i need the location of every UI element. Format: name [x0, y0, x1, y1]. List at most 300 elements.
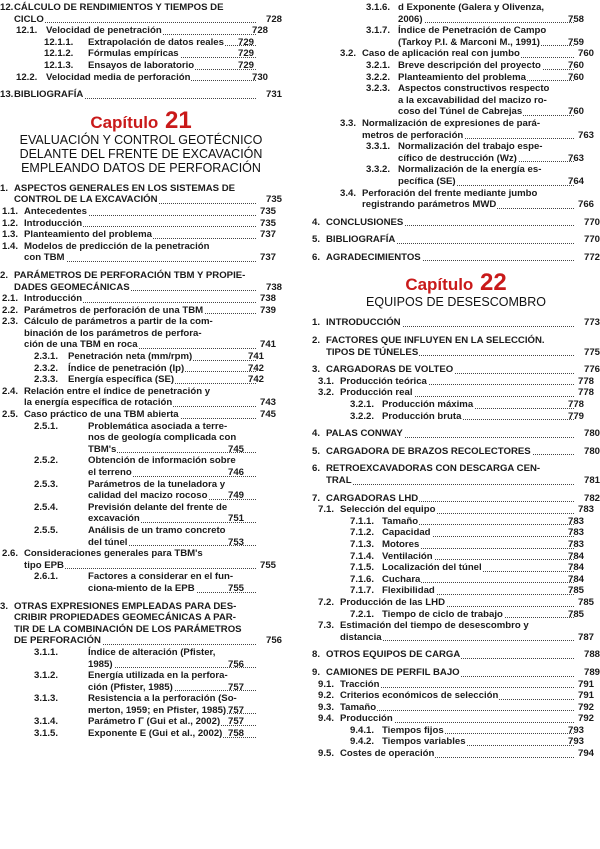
toc-page-number: 784 [598, 574, 600, 586]
toc-entry-title: Planteamiento del problema [398, 71, 526, 83]
toc-entry-title: Consideraciones generales para TBM's [24, 548, 203, 560]
toc-entry-number: 7.1.3. [350, 538, 375, 550]
toc-page-number: 742 [280, 374, 282, 386]
toc-entry-title: Selección del equipo [340, 504, 436, 516]
toc-page-number: 780 [583, 428, 600, 440]
toc-entry-title: Producción teórica [340, 375, 427, 387]
toc-entry[interactable] [312, 516, 600, 528]
chapter-title [0, 133, 282, 175]
toc-entry-title: Tiempos fijos [382, 724, 444, 736]
toc-entry-number: 2. [0, 269, 9, 281]
toc-entry[interactable] [312, 493, 600, 505]
toc-entry-number: 3.2.2. [366, 71, 391, 83]
toc-entry-number: 5. [312, 234, 321, 246]
toc-page-number: 779 [598, 411, 600, 423]
toc-entry-title: Previsión delante del frente de [88, 501, 228, 513]
toc-page-number: 749 [280, 490, 282, 502]
toc-entry[interactable] [0, 670, 282, 693]
chapter-title-line: DELANTE DEL FRENTE DE EXCAVACIÓN [19, 146, 263, 161]
toc-entry-title-end: 1985) [88, 658, 113, 670]
toc-entry[interactable] [312, 141, 600, 164]
toc-page-number: 745 [280, 444, 282, 456]
chapter-label: Capítulo [405, 275, 474, 295]
toc-entry[interactable] [312, 335, 600, 358]
toc-entry-number: 6. [312, 251, 321, 263]
toc-entry-number: 2.3.1. [34, 351, 59, 363]
toc-entry-title: Normalización del trabajo espe- [398, 141, 543, 153]
toc-page-number: 785 [598, 609, 600, 621]
toc-page-number: 757 [280, 682, 282, 694]
chapter-title-line: EVALUACIÓN Y CONTROL GEOTÉCNICO [19, 132, 263, 147]
toc-page-number: 755 [280, 583, 282, 595]
toc-entry-title-end: (Tarkoy P.I. & Marconi M., 1991) [398, 36, 540, 48]
toc-entry-number: 2.5.4. [34, 501, 59, 513]
toc-page-number: 787 [598, 632, 600, 644]
toc-page-number: 764 [598, 176, 600, 188]
toc-entry[interactable] [312, 48, 600, 60]
toc-entry-number: 3.1.5. [34, 728, 59, 740]
toc-entry-title: Motores [382, 538, 420, 550]
toc-entry-number: 1. [0, 182, 9, 194]
toc-entry-number: 3.2.2. [350, 410, 375, 422]
toc-entry-title-end: CICLO [14, 13, 44, 25]
dot-leader [398, 22, 574, 23]
toc-entry[interactable] [312, 585, 600, 597]
toc-entry[interactable] [0, 728, 282, 740]
toc-entry-title: Localización del túnel [382, 562, 482, 574]
toc-page-number: 746 [280, 467, 282, 479]
toc-entry-number: 7.1.1. [350, 515, 375, 527]
toc-entry-title: Índice de penetración (Ip) [68, 362, 185, 374]
toc-entry-number: 9.2. [318, 690, 335, 702]
toc-entry-number: 6. [312, 463, 321, 475]
toc-page-number: 756 [265, 635, 282, 647]
toc-entry[interactable] [312, 504, 600, 516]
toc-entry[interactable] [312, 118, 600, 141]
toc-page-number: 755 [280, 560, 282, 572]
toc-entry[interactable] [0, 386, 282, 409]
toc-entry-number: 3.1. [318, 375, 335, 387]
toc-entry[interactable] [0, 60, 282, 72]
toc-entry-title: CARGADORA DE BRAZOS RECOLECTORES [326, 445, 531, 457]
toc-page-number: 785 [598, 585, 600, 597]
toc-page-number: 778 [598, 399, 600, 411]
toc-page-number: 791 [598, 690, 600, 702]
toc-entry-number: 12.1.1. [44, 36, 74, 48]
toc-page-number: 780 [583, 445, 600, 457]
toc-entry-title-end: calidad del macizo rocoso [88, 490, 208, 502]
toc-page-number: 745 [280, 409, 282, 421]
toc-entry-number: 13. [0, 89, 14, 101]
toc-entry[interactable] [0, 647, 282, 670]
toc-entry[interactable] [312, 736, 600, 748]
toc-entry-title: Perforación del frente mediante jumbo [362, 187, 538, 199]
toc-entry-title: Criterios económicos de selección [340, 690, 499, 702]
toc-entry[interactable] [312, 376, 600, 388]
toc-entry[interactable] [0, 48, 282, 60]
toc-entry[interactable] [312, 620, 600, 643]
toc-entry-number: 12.1. [16, 25, 38, 37]
toc-entry[interactable] [312, 725, 600, 737]
toc-entry-title-end: el terreno [88, 467, 132, 478]
toc-page-number: 773 [583, 317, 600, 329]
toc-entry[interactable] [0, 374, 282, 386]
toc-entry[interactable] [0, 601, 282, 647]
toc-entry-title: Producción real [340, 387, 413, 399]
toc-entry[interactable] [312, 60, 600, 72]
chapter-label: Capítulo [90, 112, 159, 132]
toc-entry-title: Exponente E (Gui et al., 2002) [88, 728, 223, 740]
toc-page-number: 763 [598, 153, 600, 165]
toc-entry[interactable] [312, 411, 600, 423]
toc-entry[interactable] [312, 527, 600, 539]
toc-entry-title-end: tipo EPB [24, 559, 64, 571]
toc-entry[interactable] [312, 713, 600, 725]
toc-entry-number: 12.2. [16, 71, 38, 83]
toc-entry[interactable] [0, 363, 282, 375]
toc-entry-number: 5. [312, 445, 321, 457]
toc-entry[interactable] [0, 571, 282, 594]
toc-entry-number: 3.1.7. [366, 25, 391, 37]
toc-entry-number: 2. [312, 335, 321, 347]
toc-entry-number: 1.2. [2, 217, 19, 229]
toc-page-number: 783 [598, 539, 600, 551]
toc-page-number: 776 [583, 364, 600, 376]
toc-entry-number: 3. [312, 364, 321, 376]
toc-entry-number: 9.4. [318, 713, 335, 725]
toc-entry[interactable] [0, 89, 282, 101]
toc-entry-title-end: CONTROL DE LA EXCAVACIÓN [14, 194, 158, 206]
toc-entry-number: 9.4.1. [350, 724, 375, 736]
toc-entry[interactable] [0, 270, 282, 293]
toc-entry-number: 3.1.1. [34, 646, 59, 658]
toc-entry-title: CARGADORAS LHD [326, 492, 419, 504]
toc-entry-number: 9.4.2. [350, 736, 375, 748]
toc-entry-title-end: registrando parámetros MWD [362, 199, 497, 211]
toc-entry-title: Índice de alteración (Pfister, [88, 646, 216, 658]
toc-page-number: 757 [280, 716, 282, 728]
toc-entry[interactable] [312, 164, 600, 187]
toc-entry-number: 2.3. [2, 316, 19, 328]
toc-page-number: 742 [280, 363, 282, 375]
toc-entry-title-end: cífico de destrucción (Wz) [398, 152, 517, 164]
toc-page-number: 778 [598, 376, 600, 388]
toc-entry-title: FACTORES QUE INFLUYEN EN LA SELECCIÓN. [326, 335, 545, 347]
toc-entry-title-end: metros de perforación [362, 129, 464, 141]
toc-entry-number: 1.3. [2, 229, 19, 241]
toc-entry-number: 3.2. [318, 387, 335, 399]
toc-page-number: 729 [280, 60, 282, 72]
toc-entry-title: INTRODUCCIÓN [326, 317, 401, 329]
toc-entry-title: BIBLIOGRAFÍA [326, 234, 396, 246]
toc-entry-number: 7.1.4. [350, 550, 375, 562]
toc-entry-title: ASPECTOS GENERALES EN LOS SISTEMAS DE [14, 182, 236, 194]
toc-entry-number: 2.5. [2, 409, 19, 421]
toc-entry[interactable] [312, 597, 600, 609]
toc-entry[interactable] [312, 463, 600, 486]
toc-entry[interactable] [0, 305, 282, 317]
toc-entry-number: 2.2. [2, 304, 19, 316]
toc-page-number: 766 [598, 199, 600, 211]
toc-entry-number: 7.1. [318, 504, 335, 516]
toc-entry-title: Problemática asociada a terre- [88, 420, 228, 432]
toc-entry[interactable] [312, 428, 600, 440]
toc-entry-title-end: pecífica (SE) [398, 175, 456, 187]
toc-entry[interactable] [0, 525, 282, 548]
toc-entry-title: Tracción [340, 678, 380, 690]
toc-entry[interactable] [312, 748, 600, 760]
toc-page-number: 757 [280, 705, 282, 717]
toc-entry-number: 1.4. [2, 240, 19, 252]
toc-page-number: 751 [280, 513, 282, 525]
toc-page-number: 737 [280, 252, 282, 264]
toc-entry[interactable] [312, 387, 600, 399]
toc-entry-number: 2.5.2. [34, 455, 59, 467]
toc-entry[interactable] [312, 2, 600, 25]
toc-page-number: 784 [598, 562, 600, 574]
toc-entry-title: Producción de las LHD [340, 596, 446, 608]
toc-entry-title: Estimación del tiempo de desescombro y [340, 620, 529, 632]
toc-entry-title: Planteamiento del problema [24, 229, 152, 241]
toc-entry-number: 2.5.5. [34, 524, 59, 536]
toc-entry-number: 3.1.4. [34, 716, 59, 728]
toc-page-number: 778 [598, 387, 600, 399]
toc-entry-title: d Exponente (Galera y Olivenza, [398, 2, 545, 13]
toc-entry[interactable] [0, 502, 282, 525]
toc-entry-title: Tiempo de ciclo de trabajo [382, 608, 503, 620]
toc-entry[interactable] [312, 234, 600, 246]
toc-entry-title: PARÁMETROS DE PERFORACIÓN TBM Y PROPIE- [14, 269, 246, 281]
toc-page-number: 783 [598, 527, 600, 539]
toc-entry-title: Factores a considerar en el fun- [88, 571, 234, 583]
toc-entry[interactable] [312, 83, 600, 118]
toc-entry[interactable] [312, 399, 600, 411]
toc-entry[interactable] [0, 716, 282, 728]
toc-entry-title: Introducción [24, 293, 83, 305]
toc-entry-number: 2.4. [2, 385, 19, 397]
toc-entry[interactable] [312, 679, 600, 691]
toc-entry-number: 3. [0, 600, 9, 612]
toc-entry-number: 2.1. [2, 293, 19, 305]
toc-entry-title: Tamaño [340, 701, 377, 713]
toc-entry-title: Penetración neta (mm/rpm) [68, 351, 193, 363]
toc-entry-title-end: coso del Túnel de Cabrejas [398, 106, 523, 118]
toc-page-number: 735 [265, 194, 282, 206]
toc-entry-title: BIBLIOGRAFÍA [14, 89, 84, 101]
toc-entry-title: Normalización de la energía es- [398, 164, 542, 176]
toc-entry-number: 3.2. [340, 48, 357, 60]
toc-entry-title: Extrapolación de datos reales [88, 36, 224, 48]
toc-entry[interactable] [312, 364, 600, 376]
toc-entry-title: AGRADECIMIENTOS [326, 251, 421, 263]
toc-page-number: 770 [583, 216, 600, 228]
toc-page-number: 758 [598, 14, 600, 26]
toc-entry[interactable] [312, 702, 600, 714]
chapter-title [312, 295, 600, 309]
toc-entry-title: Parámetros de perforación de una TBM [24, 304, 204, 316]
toc-entry[interactable] [0, 316, 282, 351]
toc-page-number: 793 [598, 736, 600, 748]
chapter-number: 21 [158, 106, 192, 134]
toc-entry-number: 9. [312, 666, 321, 678]
toc-page-number: 763 [598, 130, 600, 142]
toc-page-number: 783 [598, 504, 600, 516]
toc-entry-title: Energía específica (SE) [68, 374, 175, 386]
toc-entry-title: Resistencia a la perforación (So- [88, 693, 237, 705]
toc-page-number: 739 [280, 305, 282, 317]
chapter-title-line: EMPLEANDO DATOS DE PERFORACIÓN [21, 160, 261, 175]
toc-entry[interactable] [0, 421, 282, 456]
toc-page-number: 729 [280, 48, 282, 60]
toc-entry-title: Producción [340, 713, 393, 725]
toc-entry-title: Índice de Penetración de Campo [398, 25, 547, 37]
toc-column-right [312, 2, 600, 760]
toc-page-number: 738 [265, 281, 282, 293]
toc-entry-title: CAMIONES DE PERFIL BAJO [326, 666, 460, 678]
toc-entry-title: Tamaño [382, 515, 419, 527]
toc-entry[interactable] [0, 479, 282, 502]
toc-entry[interactable] [312, 446, 600, 458]
toc-entry[interactable] [0, 455, 282, 478]
toc-entry-title: Capacidad [382, 527, 431, 539]
toc-entry-number: 3.4. [340, 187, 357, 199]
toc-page-number: 728 [280, 25, 282, 37]
toc-entry-number: 9.5. [318, 748, 335, 760]
toc-entry-title-end: TIPOS DE TÚNELES [326, 346, 419, 358]
toc-entry-title: Análisis de un tramo concreto [88, 524, 226, 536]
toc-entry-title: Caso práctico de una TBM abierta [24, 409, 179, 421]
toc-page-number: 738 [280, 293, 282, 305]
toc-entry-title: OTRAS EXPRESIONES EMPLEADAS PARA DES- [14, 600, 237, 612]
toc-entry-title-end: merton, 1959; en Pfister, 1985) [88, 704, 227, 716]
toc-page-number: 731 [265, 89, 282, 101]
toc-entry-title: RETROEXCAVADORAS CON DESCARGA CEN- [326, 463, 541, 475]
toc-entry[interactable] [312, 72, 600, 84]
toc-entry-number: 3.3. [340, 117, 357, 129]
toc-entry[interactable] [0, 351, 282, 363]
toc-entry-number: 2.3.3. [34, 374, 59, 386]
toc-entry-title: Modelos de predicción de la penetración [24, 240, 210, 252]
chapter-title-line: EQUIPOS DE DESESCOMBRO [366, 295, 546, 310]
toc-entry[interactable] [0, 206, 282, 218]
toc-entry-title-end: TRAL [326, 475, 352, 486]
toc-entry-number: 3.3.1. [366, 141, 391, 153]
toc-entry[interactable] [312, 252, 600, 264]
toc-entry[interactable] [312, 25, 600, 48]
toc-entry-title-end: ciona-miento de la EPB [88, 582, 195, 594]
toc-entry-number: 4. [312, 216, 321, 228]
toc-page-number: 788 [583, 649, 600, 661]
toc-entry-title: Producción máxima [382, 399, 474, 411]
toc-page-number: 784 [598, 551, 600, 563]
toc-entry-title: TIR DE LA COMBINACIÓN DE LOS PARÁMETROS [14, 623, 242, 635]
toc-entry[interactable] [0, 548, 282, 571]
toc-entry[interactable] [0, 2, 282, 25]
toc-entry-title: Obtención de información sobre [88, 455, 236, 467]
toc-entry-title: Fórmulas empíricas [88, 48, 179, 60]
toc-entry[interactable] [0, 229, 282, 241]
toc-entry-title: Energía utilizada en la perfora- [88, 670, 228, 682]
toc-entry-title: PALAS CONWAY [326, 428, 403, 440]
toc-page-number: 743 [280, 397, 282, 409]
toc-entry-number: 12.1.2. [44, 48, 74, 60]
toc-entry-number: 7. [312, 492, 321, 504]
toc-entry-title: a la excavabilidad del macizo ro- [398, 94, 547, 106]
toc-entry[interactable] [0, 218, 282, 230]
toc-entry[interactable] [312, 551, 600, 563]
toc-entry[interactable] [0, 37, 282, 49]
toc-entry-number: 4. [312, 428, 321, 440]
toc-entry-number: 3.1.6. [366, 2, 391, 13]
toc-entry-number: 1.1. [2, 205, 19, 217]
toc-entry[interactable] [312, 188, 600, 211]
toc-entry-title: binación de los parámetros de perfora- [24, 327, 202, 339]
toc-entry-title: Ensayos de laboratorio [88, 59, 195, 71]
toc-entry-number: 8. [312, 649, 321, 661]
toc-entry-number: 1. [312, 317, 321, 329]
toc-entry-number: 7.1.5. [350, 562, 375, 574]
toc-entry[interactable] [0, 293, 282, 305]
toc-entry[interactable] [312, 539, 600, 551]
toc-entry-title: Cálculo de parámetros a partir de la com- [24, 316, 213, 328]
toc-entry-title-end: del túnel [88, 536, 128, 548]
toc-entry[interactable] [0, 693, 282, 716]
toc-entry-title: Parámetro Γ (Gui et al., 2002) [88, 716, 221, 728]
toc-entry[interactable] [312, 574, 600, 586]
toc-entry[interactable] [312, 317, 600, 329]
toc-page-number: 782 [583, 492, 600, 504]
toc-page-number: 756 [280, 659, 282, 671]
toc-entry-number: 2.6.1. [34, 571, 59, 583]
toc-entry[interactable] [312, 667, 600, 679]
toc-page-number: 759 [598, 37, 600, 49]
toc-page-number: 737 [280, 229, 282, 241]
toc-entry[interactable] [312, 217, 600, 229]
toc-entry-number: 7.1.7. [350, 585, 375, 597]
toc-entry-number: 2.6. [2, 548, 19, 560]
toc-page-number: 775 [583, 346, 600, 358]
toc-entry[interactable] [0, 409, 282, 421]
toc-entry[interactable] [312, 690, 600, 702]
toc-entry-number: 3.2.1. [366, 59, 391, 71]
toc-entry-number: 3.3.2. [366, 164, 391, 176]
toc-entry[interactable] [0, 25, 282, 37]
toc-page-number: 783 [598, 516, 600, 528]
toc-entry-title-end: ción de una TBM en roca [24, 339, 138, 351]
toc-page-number: 785 [598, 597, 600, 609]
toc-entry[interactable] [312, 562, 600, 574]
toc-entry[interactable] [0, 72, 282, 84]
toc-entry-number: 12.1.3. [44, 59, 74, 71]
toc-entry[interactable] [0, 241, 282, 264]
toc-entry-title: Breve descripción del proyecto [398, 59, 541, 71]
toc-entry[interactable] [312, 649, 600, 661]
toc-entry-title: Costes de operación [340, 748, 435, 760]
toc-entry-title: Velocidad de penetración [46, 25, 162, 37]
toc-page-number: 781 [583, 475, 600, 486]
toc-entry-title: Ventilación [382, 550, 433, 562]
toc-page-number: 791 [598, 679, 600, 691]
toc-entry-title: CONCLUSIONES [326, 216, 404, 228]
dot-leader [326, 484, 574, 485]
toc-entry-number: 3.2.3. [366, 83, 391, 95]
toc-entry[interactable] [0, 183, 282, 206]
chapter-heading [0, 106, 282, 134]
toc-page-number: 735 [280, 218, 282, 230]
toc-page-number: 760 [598, 60, 600, 72]
toc-entry-title: CÁLCULO DE RENDIMIENTOS Y TIEMPOS DE [14, 2, 224, 13]
toc-entry[interactable] [312, 609, 600, 621]
